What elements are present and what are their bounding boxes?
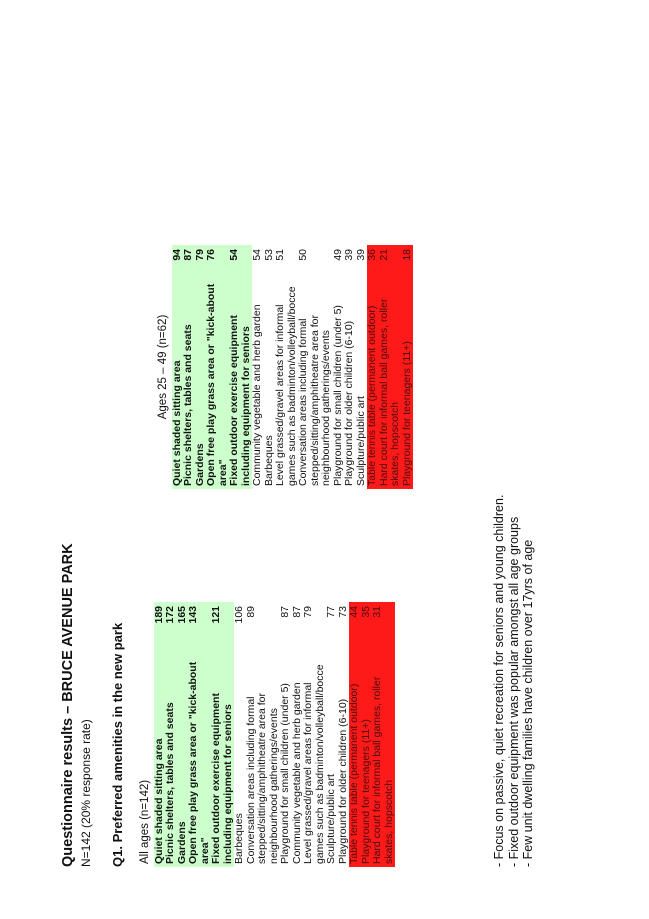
amenity-count: 87 [183,245,195,279]
note-line: - Fixed outdoor equipment was popular amongst all age groups [506,516,521,867]
table-row [252,245,264,489]
amenity-label: Open free play grass area or "kick-about area" [206,279,229,489]
amenity-label: Picnic shelters, tables and seats [183,279,195,489]
all-ages-table [140,602,395,867]
table-row [188,602,211,867]
amenity-count: 121 [211,602,234,649]
amenity-label: Sculpture/public art [354,396,367,486]
amenity-count: 53 [262,248,275,261]
all-ages-header: All ages (n=142) [139,779,151,864]
table-row [326,602,338,867]
amenity-count: 143 [188,602,211,649]
amenity-label: Picnic shelters, tables and seats [165,649,177,867]
page-title: Questionnaire results – BRUCE AVENUE PARK [60,543,76,867]
amenity-label: Gardens [195,279,207,489]
summary-notes [492,495,536,867]
amenity-label: Sculpture/public art [325,774,337,864]
table-row [234,602,246,867]
amenity-count: 35 [361,602,373,649]
amenity-label: Fixed outdoor exercise equipment including equipment for seniors [229,279,252,489]
amenity-label: Conversation areas including formal stepped/sitting/amphitheatre area for neighbourhood gatherings/events [244,692,280,864]
table-row [344,245,356,489]
amenity-label: Playground for teenagers (11+) [402,279,414,489]
amenity-label: Gardens [177,649,189,867]
amenity-label: Conversation areas including formal stepped/sitting/amphitheatre area for neighbourhood gatherings/events [297,314,332,486]
amenity-label: Playground for older children (6-10) [336,698,349,864]
table-row [280,602,292,867]
amenity-label: Level grassed/gravel areas for informal games such as badminton/volleyball/bocce [274,286,298,486]
amenity-label: Barbeques [233,813,245,864]
amenity-label: Barbeques [262,435,275,486]
amenity-count: 87 [290,605,303,618]
amenity-count: 54 [229,245,252,279]
amenity-label: Level grassed/gravel areas for informal games such as badminton/volleyball/bocce [302,664,326,864]
table-row [402,245,414,489]
table-row [275,245,298,489]
response-rate-subtitle: N=142 (20% response rate) [79,719,93,867]
amenity-count: 79 [302,605,314,618]
amenity-count: 172 [165,602,177,649]
table-row [206,245,229,489]
question-heading: Q1. Preferred amenities in the new park [110,622,125,867]
ages-25-49-table [158,245,413,489]
amenity-count: 76 [206,245,229,279]
amenity-count: 87 [279,605,291,618]
table-row [303,602,326,867]
amenity-count: 94 [172,245,184,279]
table-row [372,602,395,867]
table-row [183,245,195,489]
amenity-count: 165 [177,602,189,649]
amenity-label: Quiet shaded sitting area [154,649,166,867]
amenity-count: 51 [274,248,286,261]
table-row [165,602,177,867]
amenity-label: Hard court for informal ball games, roller skates, hopscotch [379,279,402,489]
amenity-label: Playground for small children (under 5) [331,305,344,486]
amenity-count: 21 [379,245,402,279]
table-row [211,602,234,867]
amenity-label: Table tennis table (permanent outdoor) [349,649,361,867]
amenity-count: 79 [195,245,207,279]
amenity-count: 89 [244,605,257,618]
amenity-label: Playground for teenagers (11+) [361,649,373,867]
table-row [349,602,361,867]
amenity-label: Hard court for informal ball games, roller skates, hopscotch [372,649,395,867]
amenity-count: 106 [233,605,245,624]
amenity-label: Community vegetable and herb garden [290,682,303,864]
table-row [379,245,402,489]
table-row [229,245,252,489]
amenity-label: Playground for small children (under 5) [279,683,291,864]
ages-25-49-header: Ages 25 – 49 (n=62) [157,314,169,420]
amenity-count: 50 [297,248,309,261]
amenity-label: Playground for older children (6-10) [343,320,355,486]
amenity-label: Quiet shaded sitting area [172,279,184,489]
amenity-count: 189 [154,602,166,649]
amenity-count: 39 [354,248,367,261]
amenity-label: Open free play grass area or "kick-about area" [188,649,211,867]
note-line: - Focus on passive, quiet recreation for seniors and young children. [492,494,506,867]
note-line: - Few unit dwelling families have children over 17yrs of age [521,539,535,867]
amenity-label: Table tennis table (permanent outdoor) [367,279,379,489]
amenity-count: 49 [331,248,344,261]
amenity-count: 73 [336,605,349,618]
amenity-label: Community vegetable and herb garden [251,304,263,486]
amenity-count: 36 [367,245,379,279]
table-row [367,245,379,489]
amenity-count: 39 [343,248,355,261]
amenity-count: 18 [402,245,414,279]
amenity-count: 54 [251,248,263,261]
amenity-count: 31 [372,602,395,649]
table-row [246,602,281,867]
amenity-label: Fixed outdoor exercise equipment including equipment for seniors [211,649,234,867]
amenity-count: 77 [325,605,337,618]
amenity-count: 44 [349,602,361,649]
table-row [298,245,333,489]
